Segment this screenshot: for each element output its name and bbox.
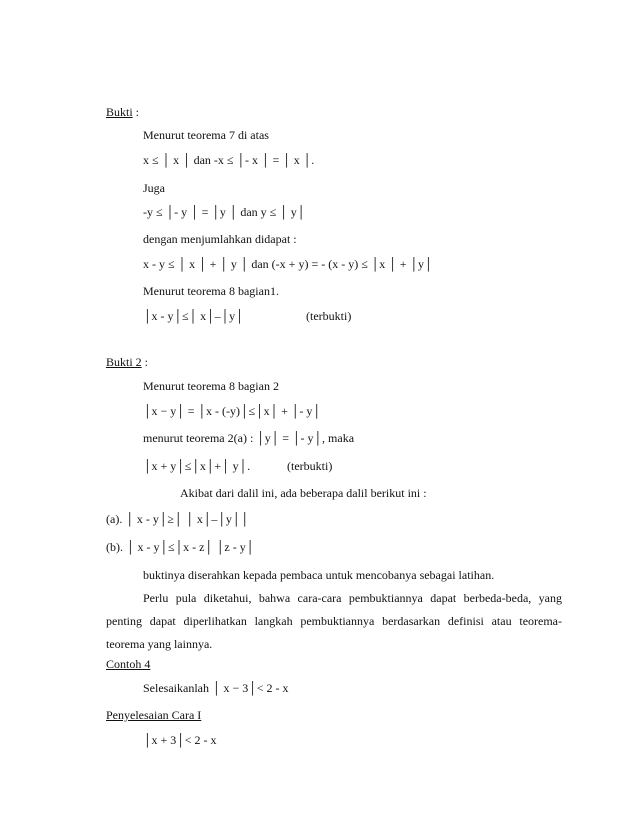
math-line: x ≤ │ x │ dan -x ≤ │- x │ = │ x │. [143,153,315,167]
contoh-4-heading: Contoh 4 [106,657,151,671]
bukti-colon: : [132,105,140,119]
paragraph-line: penting dapat diperlihatkan langkah pembuktiannya berdasarkan definisi atau teorema- [106,614,562,628]
bukti-2-heading [106,355,148,369]
bukti-label: Bukti [106,105,133,119]
text-line: buktinya diserahkan kepada pembaca untuk mencobanya sebagai latihan. [143,568,495,582]
terbukti-label: (terbukti) [306,309,352,323]
math-line: │x + y│≤│x│+│ y│. [143,459,251,473]
math-line: │x + 3│< 2 - x [143,733,217,747]
terbukti-label: (terbukti) [287,459,333,473]
text-line: Menurut teorema 8 bagian 2 [143,379,279,393]
math-line: menurut teorema 2(a) : │y│ = │- y│, maka [143,431,355,445]
math-line: Selesaikanlah │ x − 3│< 2 - x [143,681,289,695]
penyelesaian-heading: Penyelesaian Cara I [106,708,202,722]
math-line: (b). │ x - y│≤│x - z│ │z - y│ [106,540,255,554]
text-line: Akibat dari dalil ini, ada beberapa dalil berikut ini : [180,486,427,500]
bukti-2-colon: : [141,355,149,369]
math-line: │x − y│ = │x - (-y)│≤│x│ + │- y│ [143,404,321,418]
math-line: (a). │ x - y│≥│ │ x│–│y││ [106,512,249,526]
text-line: Menurut teorema 8 bagian1. [143,284,279,298]
bukti-heading [106,105,139,119]
text-line: Juga [143,181,165,195]
math-line: -y ≤ │- y │ = │y │ dan y ≤ │ y│ [143,205,306,219]
text-line: Menurut teorema 7 di atas [143,128,269,142]
paragraph-line: Perlu pula diketahui, bahwa cara-cara pembuktiannya dapat berbeda-beda, yang [143,591,562,605]
text-line: dengan menjumlahkan didapat : [143,232,297,246]
math-line: x - y ≤ │ x │ + │ y │ dan (-x + y) = - (x - y) ≤ │x │ + │y│ [143,257,433,271]
bukti-2-label: Bukti 2 [106,355,142,369]
math-line: │x - y│≤│ x│–│y│ [143,309,244,323]
paragraph-line: teorema yang lainnya. [106,637,213,651]
